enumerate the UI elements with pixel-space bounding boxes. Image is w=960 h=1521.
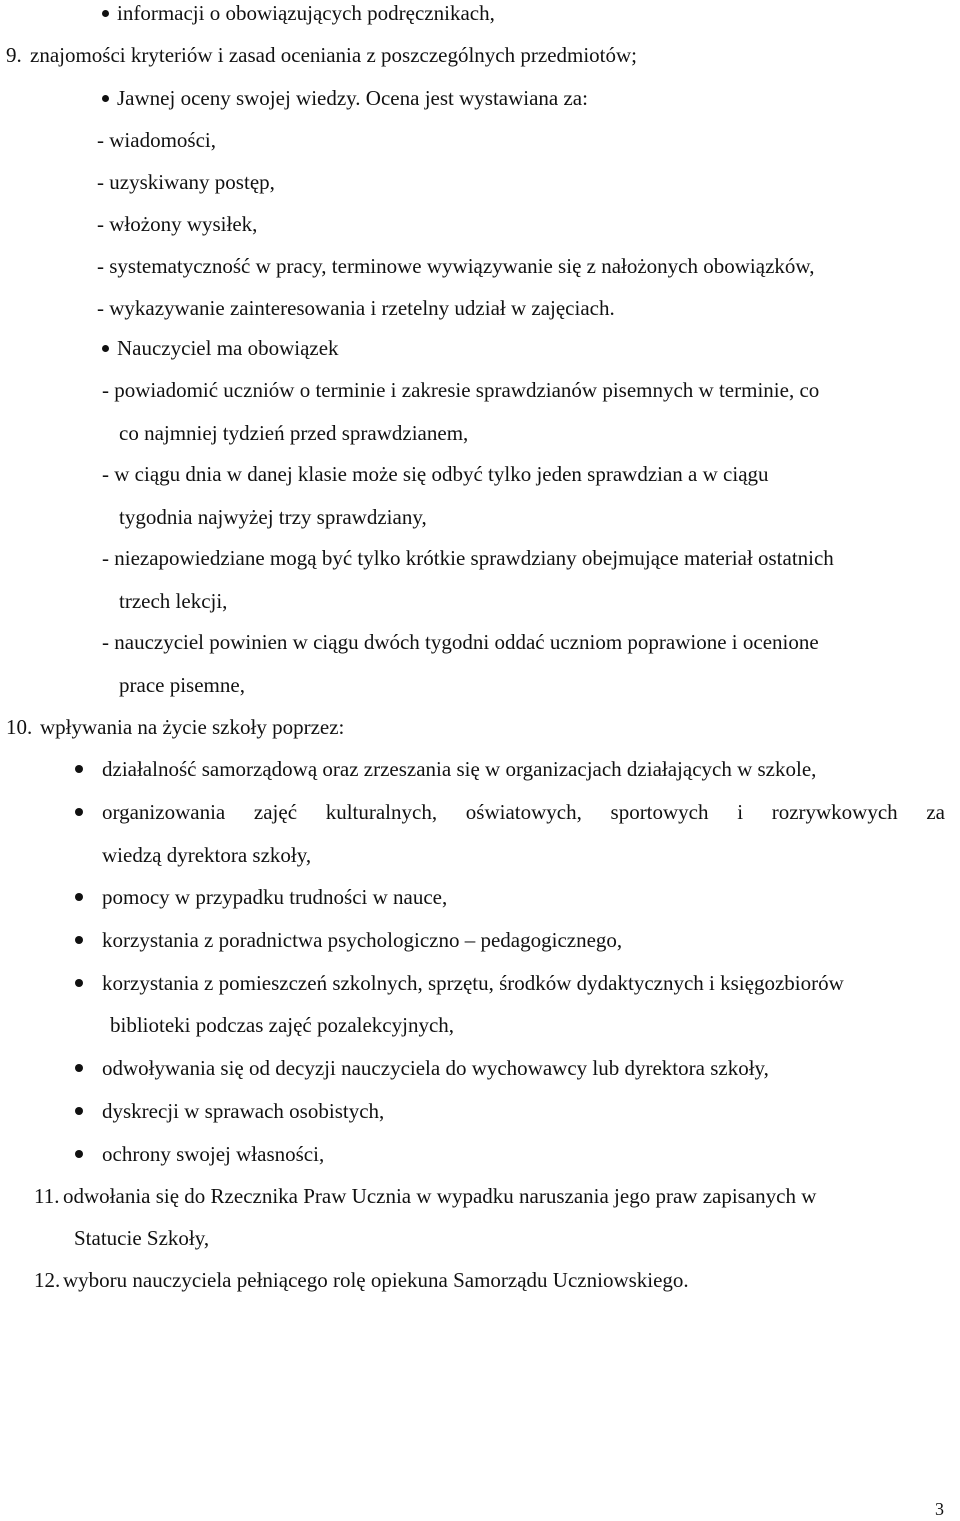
bullet-icon [75,979,83,987]
item-10-bullet: ochrony swojej własności, [102,1142,325,1166]
bullet-icon [102,10,109,17]
bullet-icon [75,1107,83,1115]
item-10-bullet: korzystania z poradnictwa psychologiczno – pedagogicznego, [102,928,623,952]
item-11-text: odwołania się do Rzecznika Praw Ucznia w wypadku naruszania jego praw zapisanych w [63,1184,817,1208]
teacher-item: - niezapowiedziane mogą być tylko krótkie sprawdziany obejmujące materiał ostatnich [102,546,834,570]
teacher-heading: Nauczyciel ma obowiązek [117,336,339,360]
word: organizowania [102,800,226,824]
grading-item: - wiadomości, [97,128,216,152]
bullet-icon [102,95,109,102]
grading-item: - włożony wysiłek, [97,212,258,236]
teacher-item: - powiadomić uczniów o terminie i zakresie sprawdzianów pisemnych w terminie, co [102,378,820,402]
item-10-bullet: korzystania z pomieszczeń szkolnych, sprzętu, środków dydaktycznych i księgozbiorów [102,971,844,995]
word: sportowych [610,800,709,824]
page-number: 3 [935,1499,944,1519]
item-12-number: 12. [34,1268,61,1292]
item-10-bullet: dyskrecji w sprawach osobistych, [102,1099,385,1123]
item-10-bullet-justified [102,802,945,823]
bullet-icon [75,765,83,773]
grading-item: - wykazywanie zainteresowania i rzetelny udział w zajęciach. [97,296,615,320]
item-10-bullet-continuation: wiedzą dyrektora szkoły, [102,843,312,867]
item-10-bullet: odwoływania się od decyzji nauczyciela do wychowawcy lub dyrektora szkoły, [102,1056,769,1080]
teacher-item: - nauczyciel powinien w ciągu dwóch tygodni oddać uczniom poprawione i ocenione [102,630,819,654]
teacher-item: prace pisemne, [119,673,245,697]
teacher-item: - w ciągu dnia w danej klasie może się odbyć tylko jeden sprawdzian a w ciągu [102,462,769,486]
bullet-icon [75,808,83,816]
bullet-icon [75,936,83,944]
word: zajęć [253,800,298,824]
teacher-item: tygodnia najwyżej trzy sprawdziany, [119,505,427,529]
word: za [926,800,945,824]
bullet-icon [75,1150,83,1158]
item-9-number: 9. [6,43,22,67]
item-10-text: wpływania na życie szkoły poprzez: [40,715,345,739]
bullet-icon [75,1064,83,1072]
item-10-bullet-continuation: biblioteki podczas zajęć pozalekcyjnych, [110,1013,455,1037]
word: rozrywkowych [771,800,898,824]
list-item: informacji o obowiązujących podręcznikach, [117,1,495,25]
bullet-icon [75,893,83,901]
item-10-number: 10. [6,715,33,739]
grading-item: - uzyskiwany postęp, [97,170,275,194]
teacher-item: trzech lekcji, [119,589,228,613]
item-10-bullet: pomocy w przypadku trudności w nauce, [102,885,448,909]
bullet-icon [102,345,109,352]
word: oświatowych, [465,800,582,824]
item-12-text: wyboru nauczyciela pełniącego rolę opiekuna Samorządu Uczniowskiego. [63,1268,689,1292]
word: kulturalnych, [325,800,438,824]
item-11-continuation: Statucie Szkoły, [74,1226,210,1250]
grading-item: - systematyczność w pracy, terminowe wywiązywanie się z nałożonych obowiązków, [97,254,815,278]
item-11-number: 11. [34,1184,60,1208]
word: i [737,800,744,824]
item-9-text: znajomości kryteriów i zasad oceniania z poszczególnych przedmiotów; [30,43,638,67]
item-10-bullet: działalność samorządową oraz zrzeszania się w organizacjach działających w szkole, [102,757,817,781]
grading-heading: Jawnej oceny swojej wiedzy. Ocena jest wystawiana za: [117,86,588,110]
teacher-item: co najmniej tydzień przed sprawdzianem, [119,421,469,445]
